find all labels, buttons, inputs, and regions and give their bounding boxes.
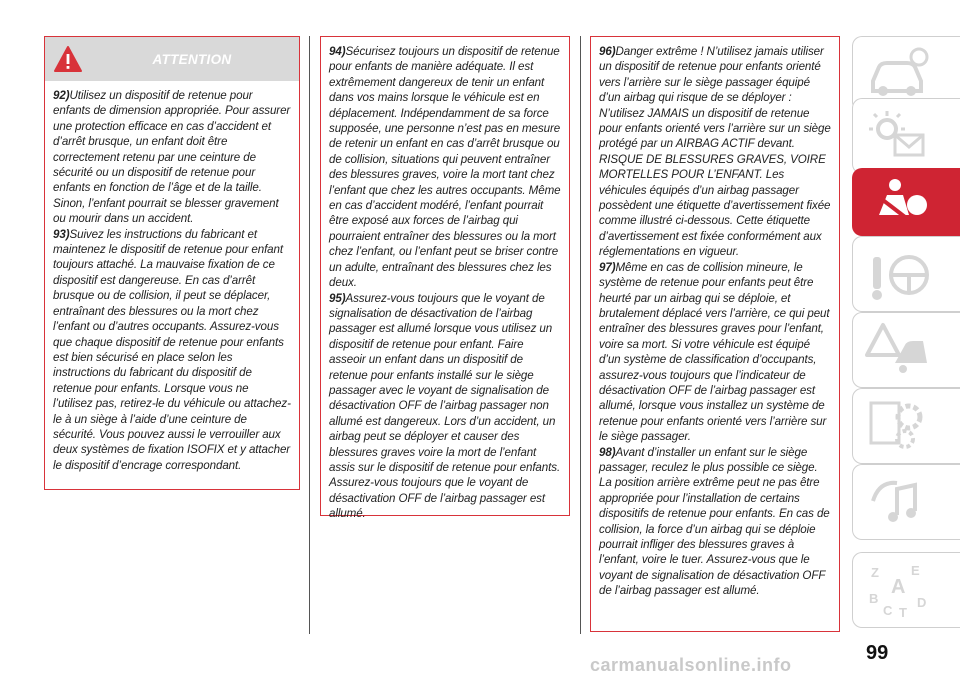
warning-text: Même en cas de collision mineure, le système de retenue pour enfants peut être heurté par un airbag qui se déploie, et brutalement déplacé vers l’arrière, ce qui peut entraîner des blessures graves pour l’enfant, voire sa mort. Si votre véhicule est équipé d’un système de classification d’occupants, assurez-vous toujours que l’indicateur de désactivation OFF de l’airbag passager est allumé, lorsque vous installez un système de retenue pour enfants orienté vers l’arrière sur le siège passager. (599, 260, 830, 444)
warning-number: 95) (329, 291, 346, 305)
car-info-icon (865, 43, 935, 103)
key-steering-icon (865, 243, 935, 303)
watermark: carmanualsonline.info (590, 655, 792, 675)
alphabetical-index-icon (865, 559, 935, 619)
warning-triangle-icon (865, 319, 935, 379)
warning-paragraph (329, 291, 561, 522)
warning-text: Sécurisez toujours un dispositif de retenue pour enfants de manière adéquate. Il est extrêmement dangereux de tenir un enfant dans vos mains lorsque le véhicule est en déplacement. Indépendamment de sa force supposée, une personne n’est pas en mesure de retenir un enfant en cas d’arrêt brusque ou de collision, situations qui peuvent entraîner des blessures graves, voire la mort tant chez l’enfant que chez les autres occupants. Même en cas d’accident modéré, l’enfant pourrait être exposé aux forces de l’airbag qui pourraient entraîner des blessures ou la mort chez l’enfant, ou l’enfant peut se briser contre un adulte, entraînant des blessures chez les deux. (329, 45, 561, 290)
warning-paragraph (329, 44, 561, 291)
gears-maintenance-icon (865, 395, 935, 455)
chapter-tab-dashboard[interactable] (852, 98, 960, 174)
chapter-tab-index[interactable] (852, 552, 960, 628)
warning-text: Assurez-vous toujours que le voyant de signalisation de désactivation de l’airbag passager est allumé lorsque vous utilisez un dispositif de retenue pour enfant. Faire asseoir un enfant dans un dispositif de retenue pour enfants installé sur le siège passager avec le voyant de signalisation de désactivation OFF de l’airbag passager non allumé est dangereux. Lors d’un accident, un airbag peut se déployer et causer des blessures graves voire la mort de l’enfant assis sur le dispositif de retenue pour enfants. Assurez-vous toujours que le voyant de désactivation OFF de l’airbag passager est allumé. (329, 291, 561, 521)
warning-number: 94) (329, 45, 346, 58)
warning-number: 96) (599, 45, 616, 58)
chapter-tab-maintenance[interactable] (852, 388, 960, 464)
chapter-tab-safety[interactable] (852, 168, 960, 236)
warning-paragraph (53, 88, 291, 227)
warning-number: 93) (53, 227, 70, 241)
warning-paragraph (599, 260, 831, 445)
warning-number: 97) (599, 260, 616, 274)
warning-text: Danger extrême ! N’utilisez jamais utiliser un dispositif de retenue pour enfants orienté vers l’arrière sur le siège passager équipé d’un airbag qui risque de se déployer : N’utilisez JAMAIS un dispositif de retenue pour enfants orienté vers l’arrière sur un siège protégé par un AIRBAG ACTIF devant. RISQUE DE BLESSURES GRAVES, VOIRE MORTELLES POUR L’ENFANT. Les véhicules équipés d’un airbag passager possèdent une étiquette d’avertissement fixée comme illustré ci-dessous. Cette étiquette d’avertissement est fixée conformément aux réglementations en vigueur. (599, 45, 831, 259)
warning-box-2 (320, 36, 570, 521)
warning-text: Avant d’installer un enfant sur le siège passager, reculez le plus possible ce siège. La position arrière extrême peut ne pas être appropriée pour l’installation de certains dispositifs de retenue pour enfants. En cas de collision, la force d’un airbag qui se déploie pourrait infliger des blessures graves à l’enfant, voire le tuer. Assurez-vous que le voyant de signalisation de désactivation OFF de l’airbag passager est allumé. (599, 445, 830, 598)
warning-box-1 (44, 36, 300, 490)
airbag-seatbelt-icon (865, 175, 935, 231)
warning-number: 92) (53, 89, 70, 102)
svg-text:E: E (911, 563, 920, 578)
warning-lights-icon (865, 105, 935, 165)
svg-text:B: B (869, 591, 879, 606)
warning-text: Suivez les instructions du fabricant et maintenez le dispositif de retenue pour enfant toujours attaché. La mauvaise fixation de ce dispositif est dangereuse. En cas d’arrêt brusque ou de collision, il peut se déplacer, entraînant des blessures ou la mort chez l’enfant ou d’autres occupants. Assurez-vous que chaque dispositif de retenue pour enfants est bien sécurisé en place selon les instructions du fabricant du dispositif de retenue pour enfants. Lorsque vous ne l’utilisez pas, retirez-le du véhicule ou attachez-le à un siège à l’aide d’une ceinture de sécurité. Vous pouvez aussi le verrouiller aux deux systèmes de fixation ISOFIX et y attacher le dispositif d’encrage correspondant. (53, 227, 291, 472)
warning-paragraph (599, 445, 831, 599)
column-divider (309, 36, 310, 634)
svg-text:C: C (883, 603, 893, 618)
multimedia-icon (865, 471, 935, 531)
column-divider (580, 36, 581, 634)
chapter-tab-multimedia[interactable] (852, 464, 960, 540)
svg-text:Z: Z (871, 565, 879, 580)
warning-paragraph (53, 227, 291, 474)
page-number: 99 (866, 642, 889, 664)
warning-text-block-2 (321, 37, 569, 528)
attention-title: ATTENTION (152, 52, 232, 67)
warning-number: 98) (599, 445, 616, 459)
svg-text:A: A (891, 576, 906, 598)
svg-text:D: D (917, 595, 927, 610)
svg-text:T: T (899, 605, 907, 619)
chapter-tab-emergency[interactable] (852, 312, 960, 388)
warning-text-block-1 (45, 81, 299, 479)
attention-header (45, 37, 299, 81)
chapter-tab-starting[interactable] (852, 236, 960, 312)
warning-text-block-3 (591, 37, 839, 605)
warning-text: Utilisez un dispositif de retenue pour enfants de dimension appropriée. Pour assurer une protection efficace en cas d’accident et d’arrêt brusque, un enfant doit être correctement retenu par une ceinture de sécurité ou un dispositif de retenue pour enfants en fonction de l’âge et de la taille. Sinon, l’enfant pourrait se blesser gravement ou mourir dans un accident. (53, 89, 291, 226)
warning-paragraph (599, 44, 831, 260)
warning-box-3 (590, 36, 840, 632)
